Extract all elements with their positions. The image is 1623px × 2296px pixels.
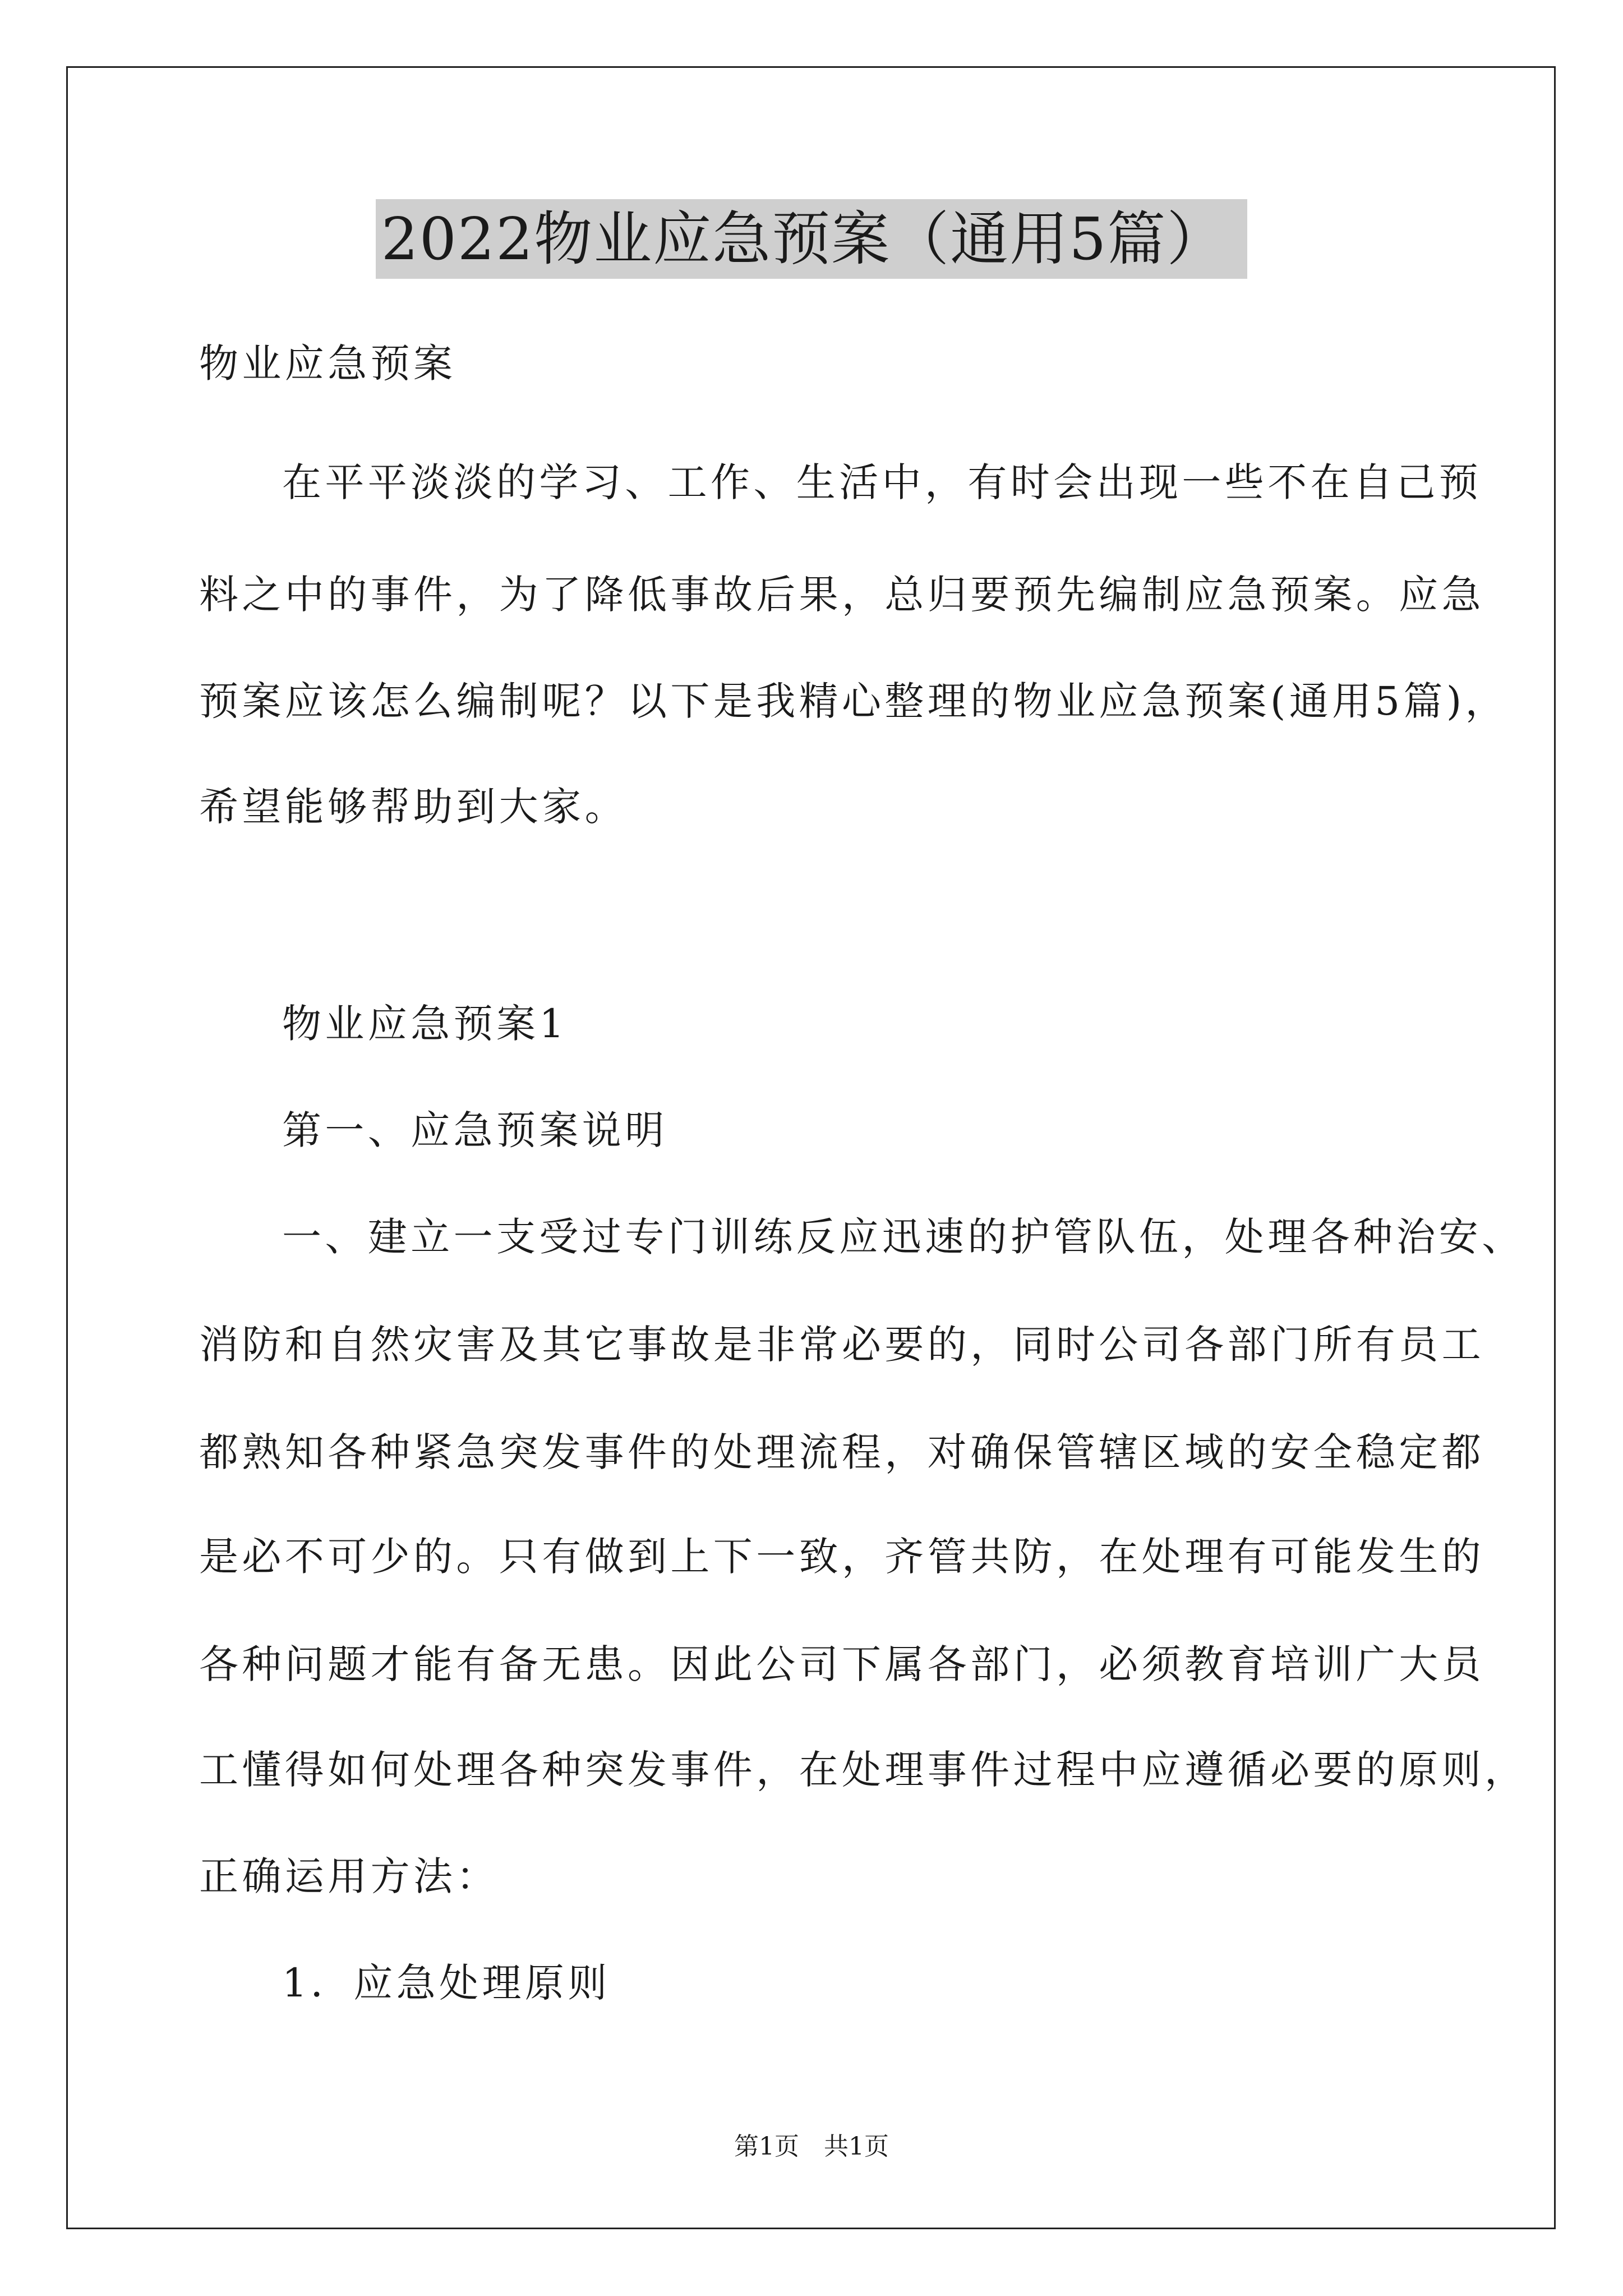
paragraph-line: 希望能够帮助到大家。 [199,784,628,830]
subtitle-line: 物业应急预案 [199,341,457,386]
paragraph-line: 各种问题才能有备无患。因此公司下属各部门，必须教育培训广大员 [199,1641,1484,1687]
section-subheading: 第一、应急预案说明 [282,1107,668,1153]
paragraph-line: 料之中的事件，为了降低事故后果，总归要预先编制应急预案。应急 [199,572,1484,618]
paragraph-line: 预案应该怎么编制呢？以下是我精心整理的物业应急预案(通用5篇)， [199,678,1508,724]
paragraph-line: 消防和自然灾害及其它事故是非常必要的，同时公司各部门所有员工 [199,1322,1484,1368]
paragraph-line: 在平平淡淡的学习、工作、生活中，有时会出现一些不在自己预 [282,459,1482,505]
section-heading: 物业应急预案1 [282,1001,568,1047]
title-container [0,199,1623,279]
page-footer: 第1页 共1页 [734,2132,889,2161]
paragraph-line: 都熟知各种紧急突发事件的处理流程，对确保管辖区域的安全稳定都 [199,1429,1484,1475]
document-title: 2022物业应急预案（通用5篇） [376,199,1248,279]
paragraph-line: 正确运用方法： [199,1853,499,1899]
paragraph-line: 工懂得如何处理各种突发事件，在处理事件过程中应遵循必要的原则， [199,1747,1528,1793]
paragraph-line: 一、建立一支受过专门训练反应迅速的护管队伍，处理各种治安、 [282,1214,1525,1260]
list-item-heading: 1．应急处理原则 [282,1960,611,2006]
paragraph-line: 是必不可少的。只有做到上下一致，齐管共防，在处理有可能发生的 [199,1534,1484,1580]
